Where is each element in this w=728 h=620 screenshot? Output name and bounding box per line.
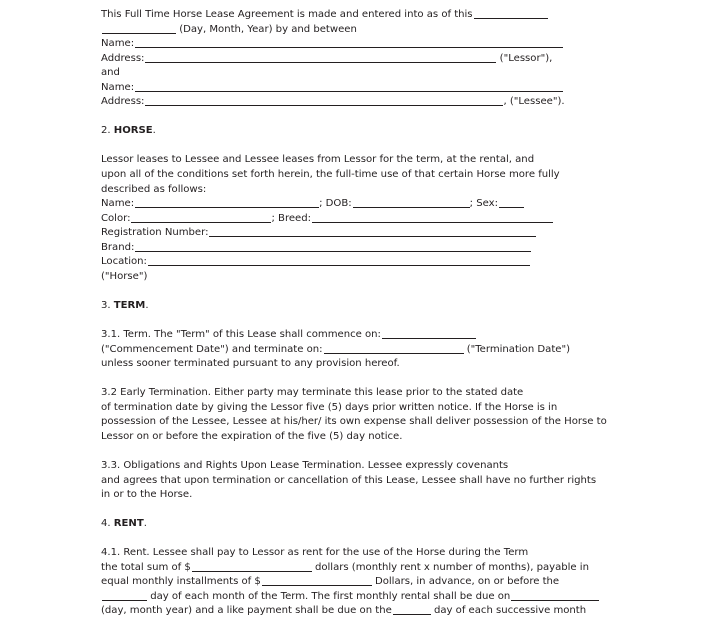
section-rent-number: 4. — [101, 518, 111, 530]
clause-3-3-line-3: in or to the Horse. — [101, 489, 193, 501]
blank-date-1[interactable] — [474, 9, 548, 19]
lessor-address-label: Address: — [101, 52, 145, 64]
horse-body-line-2: upon all of the conditions set forth herein, the full-time use of that certain Horse more fully — [101, 169, 560, 181]
blank-lessee-name[interactable] — [135, 82, 563, 92]
horse-breed-label: ; Breed: — [271, 212, 311, 224]
blank-horse-name[interactable] — [135, 198, 319, 208]
clause-3-2-line-3: possession of the Lessee, Lessee at his/her/ its own expense shall deliver possession of the Horse to — [101, 416, 607, 428]
section-term-title: TERM — [113, 299, 146, 311]
horse-location-label: Location: — [101, 256, 147, 268]
intro-line-2-text: (Day, Month, Year) by and between — [179, 23, 357, 35]
section-rent-title: RENT — [113, 518, 144, 530]
clause-4-1-line-5 — [101, 604, 587, 619]
horse-body-line-3: described as follows: — [101, 183, 207, 195]
horse-body-line-1: Lessor leases to Lessee and Lessee leases from Lessor for the term, at the rental, and — [101, 154, 535, 166]
conjunction-and-text: and — [101, 67, 120, 79]
blank-date-2[interactable] — [102, 24, 176, 34]
horse-dob-label: ; DOB: — [319, 198, 352, 210]
section-rent-title-suffix: . — [143, 518, 147, 530]
horse-location-line — [101, 255, 581, 270]
blank-horse-color[interactable] — [131, 213, 271, 223]
blank-monthly-installment[interactable] — [262, 576, 372, 586]
clause-4-1-text-4a: day of each month of the Term. The first monthly rental shall be due on — [150, 590, 511, 602]
section-horse-title: HORSE — [113, 125, 153, 137]
section-horse-number: 2. — [101, 125, 111, 137]
lessee-name-line — [101, 81, 581, 96]
blank-horse-sex[interactable] — [499, 198, 524, 208]
lessee-tag: , ("Lessee"). — [503, 96, 565, 108]
blank-horse-registration[interactable] — [209, 227, 536, 237]
section-heading-horse — [101, 124, 581, 139]
spacer-2 — [101, 139, 581, 154]
document-body — [101, 8, 607, 619]
section-term-title-suffix: . — [145, 299, 149, 311]
horse-color-breed-line — [101, 212, 581, 227]
blank-first-rental-date[interactable] — [511, 591, 599, 601]
clause-3-1-line-1 — [101, 328, 581, 343]
lessor-name-label: Name: — [101, 38, 135, 50]
clause-3-2-line-2: of termination date by giving the Lessor five (5) days prior written notice. If the Horse is in — [101, 401, 558, 413]
spacer-4 — [101, 313, 581, 328]
clause-4-1-text-5a: (day, month year) and a like payment shall be due on the — [101, 605, 392, 617]
horse-registration-line — [101, 226, 581, 241]
spacer-7 — [101, 503, 581, 518]
blank-horse-dob[interactable] — [353, 198, 470, 208]
clause-3-2-line-4: Lessor on or before the expiration of the five (5) day notice. — [101, 430, 403, 442]
clause-4-1-line-3 — [101, 575, 581, 590]
blank-lessor-address[interactable] — [145, 53, 496, 63]
clause-3-1-text-2b: ("Termination Date") — [466, 343, 570, 355]
spacer-6 — [101, 444, 581, 459]
section-heading-term — [101, 299, 581, 314]
clause-3-1-text-2: ("Commencement Date") and terminate on: — [101, 343, 323, 355]
intro-line-2 — [101, 23, 581, 38]
blank-horse-location[interactable] — [148, 256, 530, 266]
blank-successive-day[interactable] — [393, 605, 431, 615]
spacer-1 — [101, 110, 581, 125]
clause-3-1-line-3: unless sooner terminated pursuant to any provision hereof. — [101, 358, 400, 370]
clause-4-1-line-4 — [101, 590, 581, 605]
lessee-address-label: Address: — [101, 96, 145, 108]
clause-4-1-text-5b: day of each successive month — [433, 605, 587, 617]
clause-4-1-line-1: 4.1. Rent. Lessee shall pay to Lessor as rent for the use of the Horse during the Term — [101, 547, 529, 559]
spacer-3 — [101, 284, 581, 299]
horse-sex-label: ; Sex: — [469, 198, 498, 210]
blank-horse-brand[interactable] — [135, 242, 531, 252]
clause-3-1-text-1: 3.1. Term. The "Term" of this Lease shall commence on: — [101, 329, 381, 341]
lessee-name-label: Name: — [101, 81, 135, 93]
spacer-5 — [101, 372, 581, 387]
clause-4-1-text-2b: dollars (monthly rent x number of months), payable in — [314, 561, 589, 573]
blank-total-sum[interactable] — [192, 562, 312, 572]
spacer-8 — [101, 532, 581, 547]
clause-3-3-line-1: 3.3. Obligations and Rights Upon Lease Termination. Lessee expressly covenants — [101, 459, 509, 471]
clause-4-1-text-3b: Dollars, in advance, on or before the — [374, 576, 560, 588]
blank-horse-breed[interactable] — [312, 213, 553, 223]
conjunction-and — [101, 66, 581, 81]
clause-4-1-line-2 — [101, 561, 589, 576]
horse-brand-line — [101, 241, 581, 256]
clause-4-1-text-3a: equal monthly installments of $ — [101, 576, 261, 588]
horse-name-dob-sex-line — [101, 197, 581, 212]
horse-registration-label: Registration Number: — [101, 227, 209, 239]
blank-due-day[interactable] — [102, 591, 147, 601]
intro-line-1-text: This Full Time Horse Lease Agreement is made and entered into as of this — [101, 9, 473, 20]
horse-brand-label: Brand: — [101, 241, 135, 253]
section-horse-title-suffix: . — [152, 125, 156, 137]
blank-lessor-name[interactable] — [135, 38, 563, 48]
lessor-name-line — [101, 37, 581, 52]
clause-3-1-line-2 — [101, 343, 581, 358]
clause-3-2-line-1: 3.2 Early Termination. Either party may terminate this lease prior to the stated date — [101, 387, 524, 399]
horse-color-label: Color: — [101, 212, 131, 224]
blank-commencement-date[interactable] — [382, 329, 476, 339]
blank-termination-date[interactable] — [324, 344, 464, 354]
section-heading-rent — [101, 517, 581, 532]
lessor-tag: ("Lessor"), — [499, 52, 553, 64]
lessee-address-line — [101, 95, 581, 110]
horse-tag-line: ("Horse") — [101, 270, 148, 282]
intro-line-1 — [101, 8, 581, 23]
lessor-address-line — [101, 52, 581, 67]
clause-4-1-text-2a: the total sum of $ — [101, 561, 191, 573]
blank-lessee-address[interactable] — [145, 96, 503, 106]
clause-3-3-line-2: and agrees that upon termination or cancellation of this Lease, Lessee shall have no further rights — [101, 474, 597, 486]
section-term-number: 3. — [101, 299, 111, 311]
horse-name-label: Name: — [101, 198, 135, 210]
